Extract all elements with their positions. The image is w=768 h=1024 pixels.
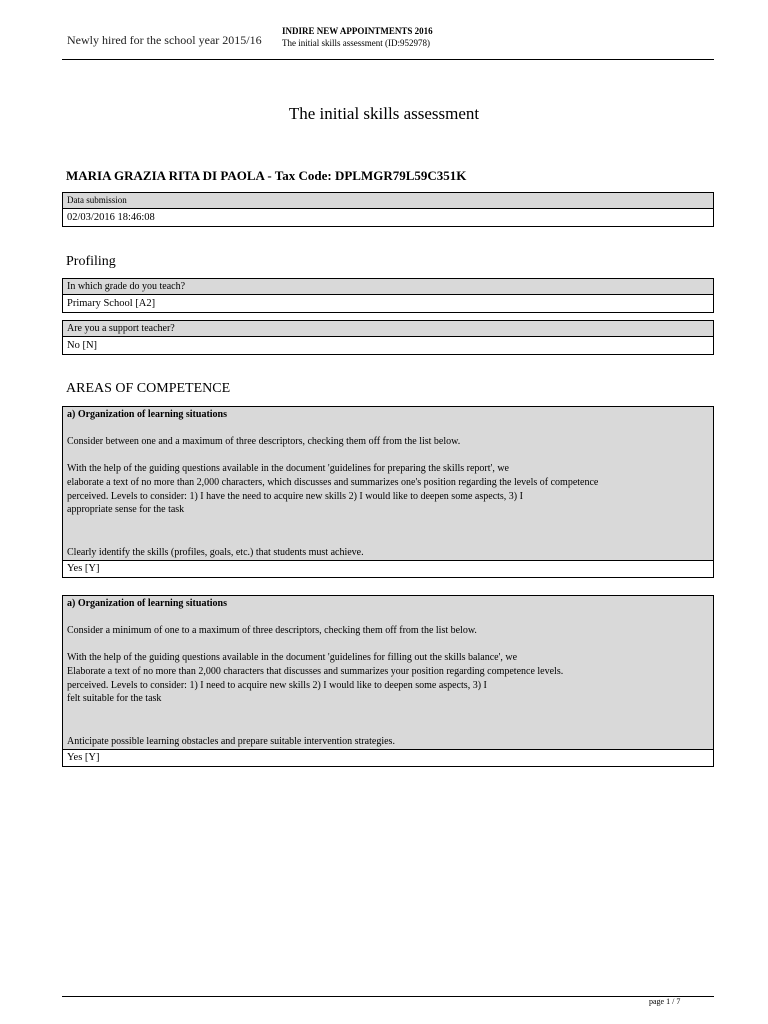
profiling-q2-label: Are you a support teacher?: [63, 321, 713, 337]
competence-guideline-line: With the help of the guiding questions available in the document 'guidelines for preparing the skills report', we: [67, 463, 509, 475]
competence-answer: Yes [Y]: [67, 752, 100, 763]
areas-heading: AREAS OF COMPETENCE: [66, 381, 231, 396]
competence-guideline-line: perceived. Levels to consider: 1) I have the need to acquire new skills 2) I would like to deepen some aspects, 3) I: [67, 490, 523, 502]
competence-guideline-line: Elaborate a text of no more than 2,000 characters that discusses and summarizes your position regarding competence levels.: [67, 665, 564, 677]
submission-label: Data submission: [63, 193, 713, 209]
competence-guideline-line: With the help of the guiding questions available in the document 'guidelines for filling out the skills balance', we: [67, 652, 518, 664]
submission-value: 02/03/2016 18:46:08: [67, 212, 155, 223]
footer-divider: [62, 996, 714, 997]
profiling-q1-box: [62, 278, 714, 313]
competence-item: [62, 595, 714, 767]
profiling-q1-label: In which grade do you teach?: [63, 279, 713, 295]
competence-title: a) Organization of learning situations: [67, 598, 228, 609]
competence-descriptor: Clearly identify the skills (profiles, goals, etc.) that students must achieve.: [67, 547, 364, 559]
page-number: page 1 / 7: [649, 997, 681, 1006]
competence-description: [63, 407, 713, 561]
competence-descriptor: Anticipate possible learning obstacles and prepare suitable intervention strategies.: [67, 736, 395, 748]
header-subtitle: The initial skills assessment (ID:952978): [282, 38, 430, 48]
person-heading: MARIA GRAZIA RITA DI PAOLA - Tax Code: DPLMGR79L59C351K: [66, 168, 467, 183]
document-title: The initial skills assessment: [288, 104, 480, 123]
competence-answer: Yes [Y]: [67, 563, 100, 574]
profiling-q2-box: [62, 320, 714, 355]
competence-description: [63, 596, 713, 750]
header-org: INDIRE NEW APPOINTMENTS 2016: [282, 26, 433, 36]
profiling-q2-value: No [N]: [67, 340, 98, 351]
competence-guideline-line: perceived. Levels to consider: 1) I need to acquire new skills 2) I would like to deepen some aspects, 3) I: [67, 679, 487, 691]
submission-box: [62, 192, 714, 227]
competence-guideline-line: felt suitable for the task: [67, 693, 162, 705]
competence-item: [62, 406, 714, 578]
competence-guideline-line: elaborate a text of no more than 2,000 characters, which discusses and summarizes one's position regarding the levels of competence: [67, 476, 599, 488]
competence-guideline-line: appropriate sense for the task: [67, 504, 185, 516]
header-school-year: Newly hired for the school year 2015/16: [67, 33, 262, 47]
profiling-q1-value: Primary School [A2]: [67, 298, 156, 309]
competence-instruction: Consider a minimum of one to a maximum of three descriptors, checking them off from the list below.: [67, 625, 477, 637]
profiling-heading: Profiling: [66, 254, 116, 269]
competence-instruction: Consider between one and a maximum of three descriptors, checking them off from the list below.: [67, 436, 461, 448]
competence-title: a) Organization of learning situations: [67, 409, 228, 420]
header-divider: [62, 59, 714, 60]
header-info: [282, 25, 433, 49]
